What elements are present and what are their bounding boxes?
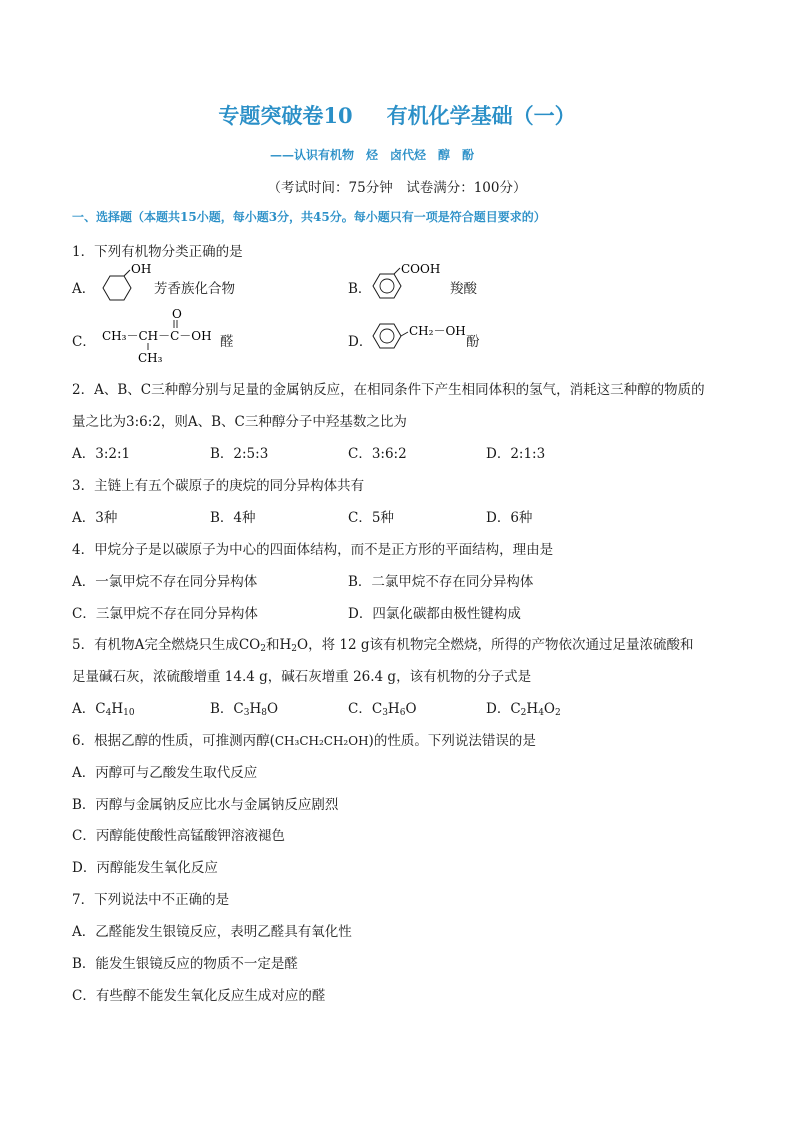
q2-option-b: B．2:5:3 [210,446,269,462]
q2-option-a: A．3:2:1 [72,446,131,462]
q3-option-c: C．5种 [348,510,394,526]
q7-option-c: C．有些醇不能发生氧化反应生成对应的醛 [72,988,326,1004]
title-main: 专题突破卷10 [218,103,353,128]
q5-c-f4: O [405,701,417,717]
question-6-stem [72,729,536,749]
q5-d-f2: H [526,701,539,717]
benzyl-alcohol-structure [368,316,468,358]
q3-option-d: D．6种 [486,510,533,526]
q6-stem-b: )的性质。下列说法错误的是 [368,733,536,749]
q1-b-cooh-group: COOH [401,262,441,276]
title-topic: 有机化学基础（一） [386,103,576,128]
q1-option-d-letter: D． [348,334,373,350]
question-2-stem-line2: 量之比为3:6:2，则A、B、C三种醇分子中羟基数之比为 [72,414,407,430]
q4-option-d: D．四氯化碳都由极性键构成 [348,606,521,622]
q5-c-letter: C． [348,701,372,717]
q6-stem-a: 6．根据乙醇的性质，可推测丙醇( [72,733,275,749]
question-2-stem-line1: 2．A、B、C三种醇分别与足量的金属钠反应，在相同条件下产生相同体积的氢气，消耗这三种醇的物质的 [72,382,705,398]
q5-stem-part-a: 5．有机物A完全燃烧只生成CO [72,637,261,653]
q6-stem-formula: CH₃CH₂CH₂OH [274,734,369,748]
q3-option-b: B．4种 [210,510,256,526]
question-5-stem-line2: 足量碱石灰，浓硫酸增重 14.4 g，碱石灰增重 26.4 g，该有机物的分子式是 [72,669,532,685]
q1-option-a-letter: A． [72,281,96,297]
q5-d-f4: O [543,701,555,717]
q5-stem-part-c: O，将 12 g该有机物完全燃烧，所得的产物依次通过足量浓硫酸和 [297,637,694,653]
q5-d-f3: 4 [538,708,544,718]
q5-option-c [348,697,417,718]
q5-d-letter: D． [486,701,511,717]
q1-option-a-label: 芳香族化合物 [154,281,235,297]
page-title [0,100,794,130]
page-subtitle: ——认识有机物 烃 卤代烃 醇 酚 [270,148,475,162]
q2-option-c: C．3:6:2 [348,446,407,462]
q5-d-f1: 2 [520,708,527,718]
q6-option-b: B．丙醇与金属钠反应比水与金属钠反应剧烈 [72,797,339,813]
q7-option-b: B．能发生银镜反应的物质不一定是醛 [72,956,298,972]
q5-option-b [210,697,278,718]
question-7-stem: 7．下列说法中不正确的是 [72,892,230,908]
q1-option-b-letter: B． [348,281,372,297]
q5-a-f0: C [95,701,106,717]
q6-option-c: C．丙醇能使酸性高锰酸钾溶液褪色 [72,828,285,844]
q5-a-f1: 4 [105,708,112,718]
q1-a-oh-group: OH [131,262,152,276]
q3-option-a: A．3种 [72,510,118,526]
q1-option-c-label: 醛 [220,334,234,350]
question-4-stem: 4．甲烷分子是以碳原子为中心的四面体结构，而不是正方形的平面结构，理由是 [72,542,554,558]
q5-b-f3: 8 [261,708,268,718]
q5-c-f1: 3 [382,708,388,718]
q1-c-carbonyl-o: O [172,307,182,321]
q5-b-letter: B． [210,701,234,717]
q4-option-c: C．三氯甲烷不存在同分异构体 [72,606,258,622]
q1-c-formula-main: CH₃－CH－C－OH [102,329,212,343]
q6-option-d: D．丙醇能发生氧化反应 [72,860,218,876]
cyclohexanol-structure [94,262,154,308]
q4-option-b: B．二氯甲烷不存在同分异构体 [348,574,534,590]
question-3-stem: 3．主链上有五个碳原子的庚烷的同分异构体共有 [72,478,365,494]
q2-option-d: D．2:1:3 [486,446,546,462]
q7-option-a: A．乙醛能发生银镜反应，表明乙醛具有氧化性 [72,924,352,940]
q5-c-f2: H [387,701,400,717]
q5-a-letter: A． [72,701,96,717]
q1-option-b-label: 羧酸 [450,281,477,297]
q5-b-f0: C [233,701,244,717]
q5-stem-part-b: 和H [265,637,292,653]
q5-b-f1: 3 [243,708,250,718]
question-5-stem-line1: 5．有机物A完全燃烧只生成$CO_2$和$H_2O$，将 12 g该有机物完全燃烧，所得的产物依次通过足量浓硫酸和 [72,637,694,654]
q1-option-d-label: 酚 [466,334,480,350]
q5-d-f5: 2 [555,708,561,718]
q5-option-d [486,697,561,718]
q5-b-f2: H [249,701,262,717]
benzoic-acid-structure [368,260,458,306]
isobutyric-acid-structure [100,306,218,364]
q5-b-f4: O [267,701,279,717]
exam-info: （考试时间：75分钟 试卷满分：100分） [267,180,527,196]
question-1-stem: 1．下列有机物分类正确的是 [72,244,243,260]
q1-option-c-letter: C． [72,334,96,350]
q1-d-ch2oh-group: CH₂－OH [409,324,466,338]
q5-c-f3: 6 [399,708,406,718]
q4-option-a: A．一氯甲烷不存在同分异构体 [72,574,258,590]
section-heading: 一、选择题（本题共15小题，每小题3分，共45分。每小题只有一项是符合题目要求的） [72,210,546,224]
q5-a-f2: H [111,701,124,717]
q5-option-a [72,697,135,718]
q5-c-f0: C [371,701,383,717]
q6-option-a: A．丙醇可与乙酸发生取代反应 [72,765,258,781]
q5-a-f3: 10 [123,708,135,718]
q5-d-f0: C [510,701,521,717]
q1-c-formula-branch: CH₃ [138,351,163,364]
